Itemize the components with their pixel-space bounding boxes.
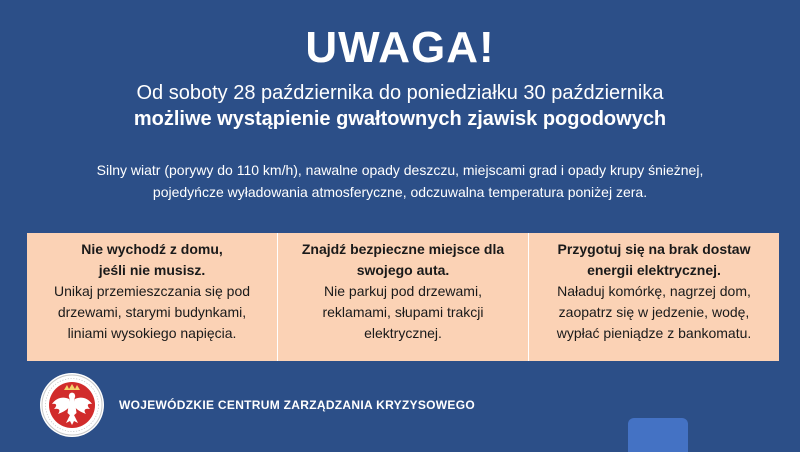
advice-text: Nie parkuj pod drzewami, reklamami, słupami trakcji elektrycznej. [322,283,484,341]
advice-power-outage [529,233,779,361]
advice-heading: Nie wychodź z domu, jeśli nie musisz. [81,241,223,278]
weather-description-line: pojedyńcze wyładowania atmosferyczne, odczuwalna temperatura poniżej zera. [152,184,648,200]
advice-heading: Znajdź bezpieczne miejsce dla swojego auta. [301,241,505,278]
advice-panel [27,233,779,361]
accent-block [628,418,688,452]
weather-description-line: Silny wiatr (porywy do 110 km/h), nawalne opady deszczu, miejscami grad i opady krupy śnieżnej, [96,162,704,178]
advice-car-safety [278,233,529,361]
advice-text: Naładuj komórkę, nagrzej dom, zaopatrz się w jedzenie, wodę, wypłać pieniądze z bankomatu. [556,283,752,341]
advice-stay-home [27,233,278,361]
organization-name: WOJEWÓDZKIE CENTRUM ZARZĄDZANIA KRYZYSOWEGO [119,398,475,412]
warning-title: UWAGA! [305,23,495,72]
advice-heading: Przygotuj się na brak dostaw energii elektrycznej. [557,241,751,278]
white-eagle-emblem-icon [39,372,105,438]
advice-text: Unikaj przemieszczania się pod drzewami, starymi budynkami, liniami wysokiego napięcia. [53,283,251,341]
weather-warning-subtitle: możliwe wystąpienie gwałtownych zjawisk pogodowych [133,108,667,130]
date-range-subtitle: Od soboty 28 października do poniedziałku 30 października [136,82,664,104]
weather-description [60,159,740,203]
